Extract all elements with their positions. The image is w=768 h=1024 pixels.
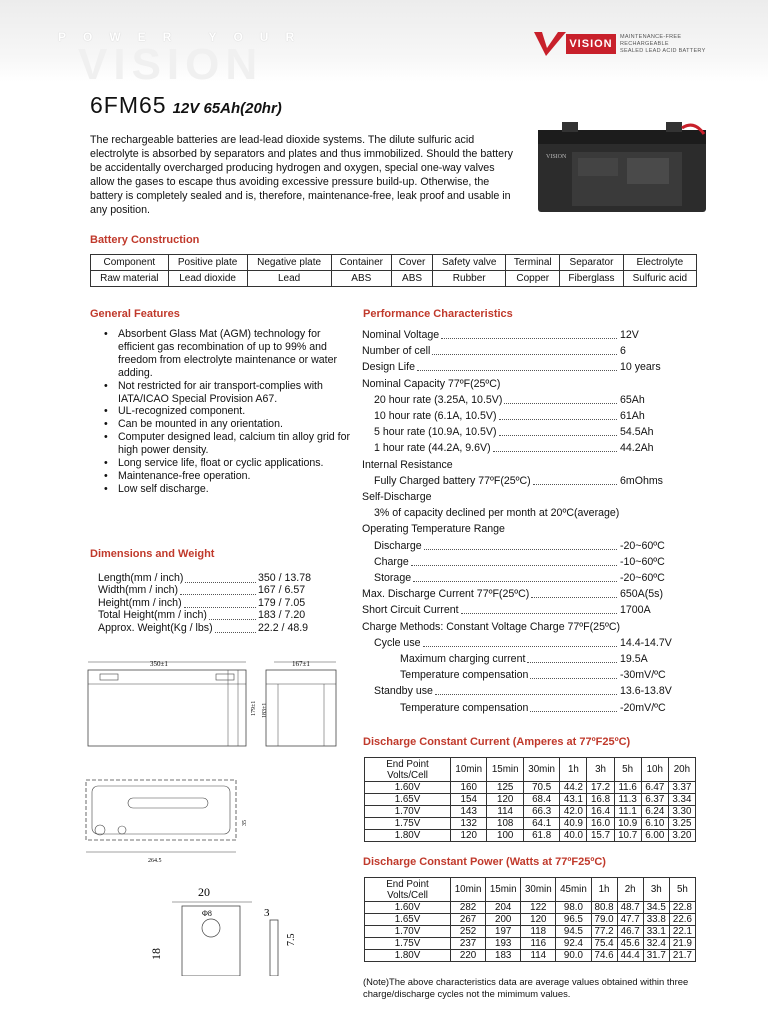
column-header: 5h — [669, 878, 695, 902]
column-header: 10min — [451, 758, 487, 782]
table-row — [365, 938, 696, 950]
table-cell: 6.00 — [641, 830, 668, 842]
spec-label: 5 hour rate (10.9A, 10.5V) — [374, 426, 497, 439]
spec-label: Nominal Voltage — [362, 329, 440, 341]
leader-dots — [184, 607, 256, 608]
table-cell: 120 — [487, 794, 523, 806]
svg-text:167±1: 167±1 — [292, 660, 310, 668]
column-header: 10h — [641, 758, 668, 782]
spec-label: Operating Temperature Range — [362, 523, 505, 536]
table-row — [365, 818, 696, 830]
table-cell: 143 — [451, 806, 487, 818]
list-item: • Maintenance-free operation. — [104, 470, 354, 483]
table-cell: 15.7 — [587, 830, 614, 842]
table-cell: 31.7 — [643, 950, 669, 962]
table-cell: 6.10 — [641, 818, 668, 830]
table-cell: 10.7 — [614, 830, 641, 842]
table-cell: 46.7 — [617, 926, 643, 938]
table-cell: 1.70V — [365, 806, 451, 818]
table-cell: 17.2 — [587, 782, 614, 794]
table-cell: 92.4 — [556, 938, 591, 950]
leader-dots — [209, 619, 256, 620]
logo-subtitle: MAINTENANCE-FREE RECHARGEABLE SEALED LEAD ACID BATTERY — [620, 34, 706, 54]
list-item: • Computer designed lead, calcium tin alloy grid for high power density. — [104, 431, 354, 457]
spec-label: 20 hour rate (3.25A, 10.5V) — [374, 393, 503, 406]
table-cell: 22.6 — [669, 914, 695, 926]
spec-value: 12V — [620, 329, 639, 341]
leader-dots — [527, 662, 617, 663]
svg-text:20: 20 — [198, 885, 210, 899]
front-view-drawing — [78, 656, 348, 756]
svg-text:264.5: 264.5 — [148, 858, 162, 864]
table-cell: 3.30 — [668, 806, 695, 818]
spec-label: Maximum charging current — [400, 653, 526, 665]
power-table-title: Discharge Constant Power (Watts at 77ºF25ºC) — [363, 856, 606, 868]
leader-dots — [531, 597, 617, 598]
table-cell: 114 — [487, 806, 523, 818]
product-intro: The rechargeable batteries are lead-lead dioxide systems. The dilute sulfuric acid electrolyte is absorbed by separators and plates and thus immobilized. Should the battery be accidentally overcharged producing hydrogen and oxygen, special one-way valves allow the gases to escape thus avoiding excessive pressure build-up. Otherwise, the battery is completely sealed and is, therefore, maintenance-free, leak proof and usable in any position. — [90, 134, 513, 217]
table-cell: 282 — [451, 902, 486, 914]
table-cell: 220 — [451, 950, 486, 962]
list-item: • Low self discharge. — [104, 483, 354, 496]
spec-value: -30mV/ºC — [620, 669, 666, 682]
list-item: • Not restricted for air transport-complies with IATA/ICAO Special Provision A67. — [104, 380, 354, 406]
table-cell: 11.1 — [614, 806, 641, 818]
spec-value: -20~60ºC — [620, 572, 665, 584]
table-cell: 6.47 — [641, 782, 668, 794]
table-cell: 64.1 — [523, 818, 559, 830]
spec-label: Temperature compensation — [400, 669, 529, 682]
dimension-value: 167 / 6.57 — [258, 584, 306, 597]
table-cell: 1.60V — [365, 902, 451, 914]
spec-value: 44.2Ah — [620, 442, 654, 455]
table-cell: 70.5 — [523, 782, 559, 794]
spec-value: 19.5A — [620, 653, 648, 665]
table-cell: 16.4 — [587, 806, 614, 818]
table-cell: 33.8 — [643, 914, 669, 926]
column-header: 15min — [487, 758, 523, 782]
spec-value: 10 years — [620, 361, 661, 374]
svg-text:35: 35 — [242, 820, 248, 826]
table-cell: 44.4 — [617, 950, 643, 962]
spec-label: Standby use — [374, 685, 433, 698]
features-list — [104, 328, 354, 496]
leader-dots — [499, 435, 617, 436]
banner-watermark: VISION — [78, 40, 264, 89]
table-cell: 1.75V — [365, 938, 451, 950]
column-header: 15min — [486, 878, 521, 902]
spec-label: Cycle use — [374, 636, 421, 649]
spec-label: Max. Discharge Current 77ºF(25ºC) — [362, 588, 530, 601]
spec-label: Charge — [374, 555, 409, 568]
table-cell: 6.37 — [641, 794, 668, 806]
leader-dots — [423, 646, 617, 647]
column-header: 3h — [643, 878, 669, 902]
dimension-value: 179 / 7.05 — [258, 596, 306, 609]
table-cell: 40.9 — [560, 818, 587, 830]
table-cell: 79.0 — [591, 914, 617, 926]
table-cell: 22.1 — [669, 926, 695, 938]
column-header: End Point Volts/Cell — [365, 878, 451, 902]
svg-text:7.5: 7.5 — [286, 933, 297, 946]
column-header: 10min — [451, 878, 486, 902]
table-cell: 125 — [487, 782, 523, 794]
table-cell: 43.1 — [560, 794, 587, 806]
leader-dots — [215, 632, 256, 633]
spec-value: 65Ah — [620, 393, 645, 406]
leader-dots — [417, 370, 617, 371]
table-cell: 42.0 — [560, 806, 587, 818]
leader-dots — [533, 484, 617, 485]
table-cell: 183 — [486, 950, 521, 962]
spec-value: -20mV/ºC — [620, 701, 666, 714]
table-cell: 68.4 — [523, 794, 559, 806]
table-cell: 193 — [486, 938, 521, 950]
dimension-label: Height(mm / inch) — [98, 596, 182, 609]
model-spec: 12V 65Ah(20hr) — [172, 100, 282, 117]
table-cell: 90.0 — [556, 950, 591, 962]
leader-dots — [411, 565, 617, 566]
table-cell: 132 — [451, 818, 487, 830]
table-cell: 1.75V — [365, 818, 451, 830]
table-cell: 96.5 — [556, 914, 591, 926]
dimension-value: 22.2 / 48.9 — [258, 621, 309, 634]
leader-dots — [413, 581, 617, 582]
table-cell: 74.6 — [591, 950, 617, 962]
table-note: (Note)The above characteristics data are average values obtained within three charge/discharge cycles not the mimimum values. — [363, 976, 689, 999]
construction-table — [90, 254, 697, 287]
top-view-drawing — [78, 772, 258, 868]
table-row: Raw material Lead dioxide Lead ABS ABS Rubber Copper Fiberglass Sulfuric acid — [91, 271, 697, 287]
leader-dots — [424, 549, 617, 550]
svg-text:3: 3 — [264, 907, 270, 919]
table-cell: 21.9 — [669, 938, 695, 950]
table-cell: 1.65V — [365, 914, 451, 926]
table-cell: 204 — [486, 902, 521, 914]
column-header: 20h — [668, 758, 695, 782]
spec-value: 13.6-13.8V — [620, 685, 672, 698]
table-row — [365, 794, 696, 806]
table-cell: 3.25 — [668, 818, 695, 830]
discharge-power-table — [364, 877, 696, 962]
spec-label: Fully Charged battery 77ºF(25ºC) — [374, 474, 531, 487]
svg-text:183±1: 183±1 — [262, 702, 268, 718]
discharge-current-table — [364, 757, 696, 842]
list-item: • Long service life, float or cyclic applications. — [104, 457, 354, 470]
table-cell: 267 — [451, 914, 486, 926]
table-row — [365, 782, 696, 794]
table-cell: 1.60V — [365, 782, 451, 794]
list-item: • Absorbent Glass Mat (AGM) technology for efficient gas recombination of up to 99% and freedom from electrolyte maintenance or water adding. — [104, 328, 354, 380]
spec-label: 1 hour rate (44.2A, 9.6V) — [374, 442, 491, 455]
leader-dots — [499, 419, 617, 420]
spec-label: Short Circuit Current — [362, 604, 459, 617]
list-item: • UL-recognized component. — [104, 405, 354, 418]
spec-label: Nominal Capacity 77ºF(25ºC) — [362, 377, 501, 390]
svg-text:Φ8: Φ8 — [202, 909, 212, 918]
svg-text:18: 18 — [149, 948, 163, 960]
spec-label: Charge Methods: Constant Voltage Charge 77ºF(25ºC) — [362, 620, 621, 633]
table-cell: 237 — [451, 938, 486, 950]
list-item: • Can be mounted in any orientation. — [104, 418, 354, 431]
dimension-value: 350 / 13.78 — [258, 572, 312, 584]
table-row — [365, 806, 696, 818]
table-cell: 1.70V — [365, 926, 451, 938]
performance-title: Performance Characteristics — [363, 308, 513, 320]
vision-logo-icon — [532, 30, 568, 58]
table-cell: 61.8 — [523, 830, 559, 842]
table-cell: 100 — [487, 830, 523, 842]
table-cell: 33.1 — [643, 926, 669, 938]
table-cell: 200 — [486, 914, 521, 926]
terminal-drawing — [142, 880, 312, 976]
table-cell: 122 — [521, 902, 556, 914]
spec-value: 14.4-14.7V — [620, 636, 672, 649]
table-cell: 1.80V — [365, 950, 451, 962]
current-table-title: Discharge Constant Current (Amperes at 77ºF25ºC) — [363, 736, 631, 748]
table-row — [365, 914, 696, 926]
table-cell: 77.2 — [591, 926, 617, 938]
table-cell: 120 — [451, 830, 487, 842]
spec-label: 10 hour rate (6.1A, 10.5V) — [374, 410, 497, 422]
product-title — [90, 92, 282, 119]
table-cell: 1.80V — [365, 830, 451, 842]
table-cell: 98.0 — [556, 902, 591, 914]
table-cell: 116 — [521, 938, 556, 950]
spec-value: -10~60ºC — [620, 555, 665, 568]
leader-dots — [461, 613, 617, 614]
dimension-label: Total Height(mm / inch) — [98, 609, 207, 622]
spec-value: 650A(5s) — [620, 588, 663, 601]
table-row — [365, 830, 696, 842]
table-cell: 1.65V — [365, 794, 451, 806]
table-cell: 11.3 — [614, 794, 641, 806]
leader-dots — [180, 594, 256, 595]
dimensions-title: Dimensions and Weight — [90, 548, 215, 560]
battery-label: VISION — [546, 154, 567, 160]
leader-dots — [435, 694, 617, 695]
table-cell: 22.8 — [669, 902, 695, 914]
leader-dots — [504, 403, 617, 404]
table-cell: 47.7 — [617, 914, 643, 926]
leader-dots — [530, 711, 617, 712]
table-header-row — [365, 878, 696, 902]
table-cell: 3.34 — [668, 794, 695, 806]
banner-tagline: POWER YOUR — [58, 30, 312, 44]
table-cell: 75.4 — [591, 938, 617, 950]
table-row — [365, 950, 696, 962]
table-row: Component Positive plate Negative plate Container Cover Safety valve Terminal Separator Electrolyte — [91, 255, 697, 271]
spec-label: Number of cell — [362, 345, 431, 358]
table-cell: 16.0 — [587, 818, 614, 830]
column-header: 30min — [521, 878, 556, 902]
column-header: 2h — [617, 878, 643, 902]
spec-value: 61Ah — [620, 410, 645, 422]
spec-value: 6mOhms — [620, 474, 663, 487]
table-cell: 44.2 — [560, 782, 587, 794]
table-cell: 32.4 — [643, 938, 669, 950]
dimension-label: Length(mm / inch) — [98, 572, 184, 584]
column-header: 3h — [587, 758, 614, 782]
table-cell: 197 — [486, 926, 521, 938]
spec-label: Self-Discharge — [362, 491, 432, 503]
spec-label: 3% of capacity declined per month at 20ºC(average) — [374, 507, 620, 520]
table-cell: 108 — [487, 818, 523, 830]
table-cell: 160 — [451, 782, 487, 794]
model-number: 6FM65 — [90, 92, 167, 118]
table-cell: 118 — [521, 926, 556, 938]
leader-dots — [432, 354, 617, 355]
spec-label: Discharge — [374, 539, 422, 552]
leader-dots — [530, 678, 617, 679]
leader-dots — [441, 338, 617, 339]
table-cell: 154 — [451, 794, 487, 806]
column-header: 1h — [591, 878, 617, 902]
column-header: End Point Volts/Cell — [365, 758, 451, 782]
svg-text:350±1: 350±1 — [150, 660, 168, 668]
column-header: 30min — [523, 758, 559, 782]
table-cell: 11.6 — [614, 782, 641, 794]
table-cell: 21.7 — [669, 950, 695, 962]
table-cell: 120 — [521, 914, 556, 926]
table-cell: 6.24 — [641, 806, 668, 818]
table-cell: 252 — [451, 926, 486, 938]
leader-dots — [185, 582, 256, 583]
logo-wordmark: VISION — [566, 34, 616, 54]
table-cell: 34.5 — [643, 902, 669, 914]
table-cell: 40.0 — [560, 830, 587, 842]
construction-title: Battery Construction — [90, 234, 200, 246]
table-row — [365, 926, 696, 938]
table-cell: 66.3 — [523, 806, 559, 818]
table-cell: 10.9 — [614, 818, 641, 830]
table-cell: 45.6 — [617, 938, 643, 950]
spec-label: Internal Resistance — [362, 458, 453, 471]
spec-label: Storage — [374, 572, 412, 584]
spec-value: -20~60ºC — [620, 539, 665, 552]
table-header-row — [365, 758, 696, 782]
spec-value: 6 — [620, 345, 626, 358]
spec-label: Design Life — [362, 361, 415, 374]
column-header: 5h — [614, 758, 641, 782]
table-cell: 16.8 — [587, 794, 614, 806]
spec-label: Temperature compensation — [400, 701, 529, 714]
column-header: 45min — [556, 878, 591, 902]
battery-photo — [532, 118, 712, 218]
features-title: General Features — [90, 308, 180, 320]
table-cell: 114 — [521, 950, 556, 962]
spec-value: 54.5Ah — [620, 426, 654, 439]
dimension-value: 183 / 7.20 — [258, 609, 306, 622]
spec-value: 1700A — [620, 604, 651, 617]
svg-text:179±1: 179±1 — [251, 700, 257, 716]
table-row — [365, 902, 696, 914]
table-cell: 94.5 — [556, 926, 591, 938]
column-header: 1h — [560, 758, 587, 782]
dimension-label: Approx. Weight(Kg / lbs) — [98, 621, 213, 634]
dimension-label: Width(mm / inch) — [98, 584, 179, 597]
table-cell: 80.8 — [591, 902, 617, 914]
leader-dots — [493, 451, 617, 452]
table-cell: 3.37 — [668, 782, 695, 794]
table-cell: 3.20 — [668, 830, 695, 842]
table-cell: 48.7 — [617, 902, 643, 914]
